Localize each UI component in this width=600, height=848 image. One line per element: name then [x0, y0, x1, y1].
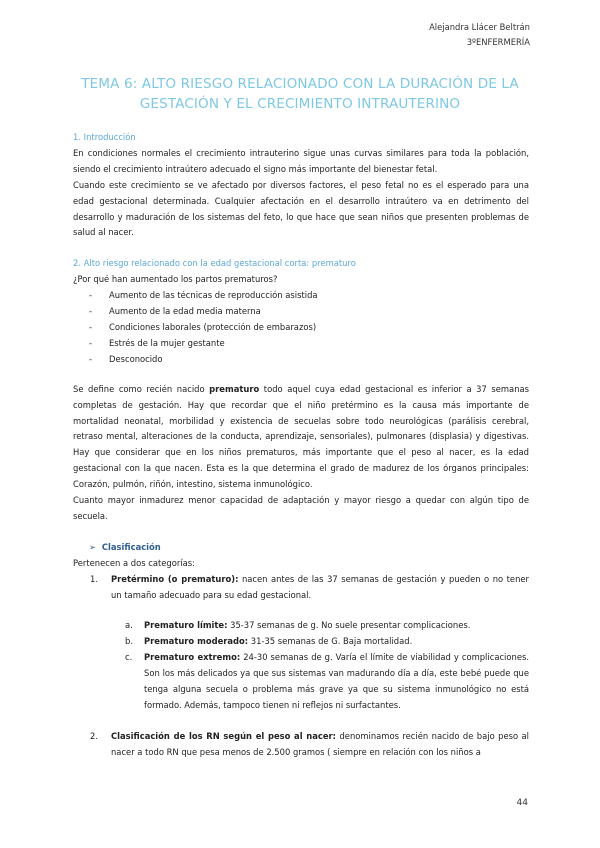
section-heading-prematuro: 2. Alto riesgo relacionado con la edad gestacional corta: prematuro: [73, 258, 356, 269]
author-name: Alejandra Llácer Beltrán: [429, 22, 530, 32]
categories-list: [73, 572, 529, 604]
reasons-list: [73, 288, 529, 368]
list-item: - Estrés de la mujer gestante: [89, 336, 529, 352]
list-item: 2. Clasificación de los RN según el peso al nacer: denominamos recién nacido de bajo peso al nacer a todo RN que pesa menos de 2.500 gramos ( siempre en relación con los niños a: [90, 730, 529, 757]
list-item: a. Prematuro límite: 35-37 semanas de g. No suele presentar complicaciones.: [125, 620, 471, 631]
section-heading-introduccion: 1. Introducción: [73, 132, 136, 142]
question: ¿Por qué han aumentado los partos prematuros?: [73, 274, 278, 285]
paragraph: En condiciones normales el crecimiento intrauterino sigue unas curvas similares para toda la población, siendo el crecimiento intraútero adecuado el signo más importante del bienestar fetal.: [73, 147, 529, 174]
paragraph: Pertenecen a dos categorías:: [73, 557, 195, 568]
term-prematuro: prematuro: [209, 383, 260, 394]
subcategories-list: [73, 618, 529, 713]
course-label: 3ºENFERMERÍA: [466, 37, 530, 47]
definition-paragraph: Se define como recién nacido prematuro todo aquel cuya edad gestacional es inferior a 37 semanas completas de gestación. Hay que recordar que el niño pretérmino es la causa más importante de mortalidad neonatal, morbilidad y existencia de secuelas sobre todo neurológicas (parálisis cerebral, retraso mental, alteraciones de la conducta, aprendizaje, sensoriales), pulmonares (displasia) y digestivas. Hay que considerar que en los niños prematuros, más importante que el peso al nacer, es la edad gestacional con la que nacen. Esta es la que determina el grado de madurez de los órganos principales: Corazón, pulmón, riñón, intestino, sistema inmunológico.: [73, 383, 529, 490]
page-header: [429, 20, 530, 50]
subheading-clasificacion: ➢ Clasificación: [89, 541, 161, 552]
document-body: [73, 130, 529, 761]
list-item: - Condiciones laborales (protección de embarazos): [89, 320, 529, 336]
list-item: c. Prematuro extremo: 24-30 semanas de g. Varía el límite de viabilidad y complicaciones. Son los más delicados ya que sus sistemas van madurando día a día, este bebé puede que tenga alguna secuela o problema más grave ya que su sistema inmunológico no está formado. Además, tampoco tienen ni reflejos ni surfactantes.: [125, 652, 529, 710]
list-item: b. Prematuro moderado: 31-35 semanas de G. Baja mortalidad.: [125, 636, 413, 647]
paragraph: Cuanto mayor inmadurez menor capacidad de adaptación y mayor riesgo a quedar con algún tipo de secuela.: [73, 495, 529, 521]
document-title: [60, 74, 540, 114]
list-item: - Aumento de la edad media materna: [89, 304, 529, 320]
page-number: 44: [516, 798, 528, 808]
title-line-1: TEMA 6: ALTO RIESGO RELACIONADO CON LA DURACIÓN DE LA: [81, 76, 519, 92]
categories-list-continued: [73, 729, 529, 761]
title-line-2: GESTACIÓN Y EL CRECIMIENTO INTRAUTERINO: [139, 96, 461, 112]
list-item: - Desconocido: [89, 352, 529, 368]
list-item: - Aumento de las técnicas de reproducción asistida: [89, 288, 529, 304]
arrow-icon: ➢: [89, 541, 97, 552]
list-item: 1. Pretérmino (o prematuro): nacen antes de las 37 semanas de gestación y pueden o no tener un tamaño adecuado para su edad gestacional.: [90, 573, 529, 600]
paragraph: Cuando este crecimiento se ve afectado por diversos factores, el peso fetal no es el esperado para una edad gestacional determinada. Cualquier afectación en el desarrollo intraútero va en detrimento del desarrollo y maduración de los sistemas del feto, lo que hace que sean niños que presenten problemas de salud al nacer.: [73, 179, 529, 238]
